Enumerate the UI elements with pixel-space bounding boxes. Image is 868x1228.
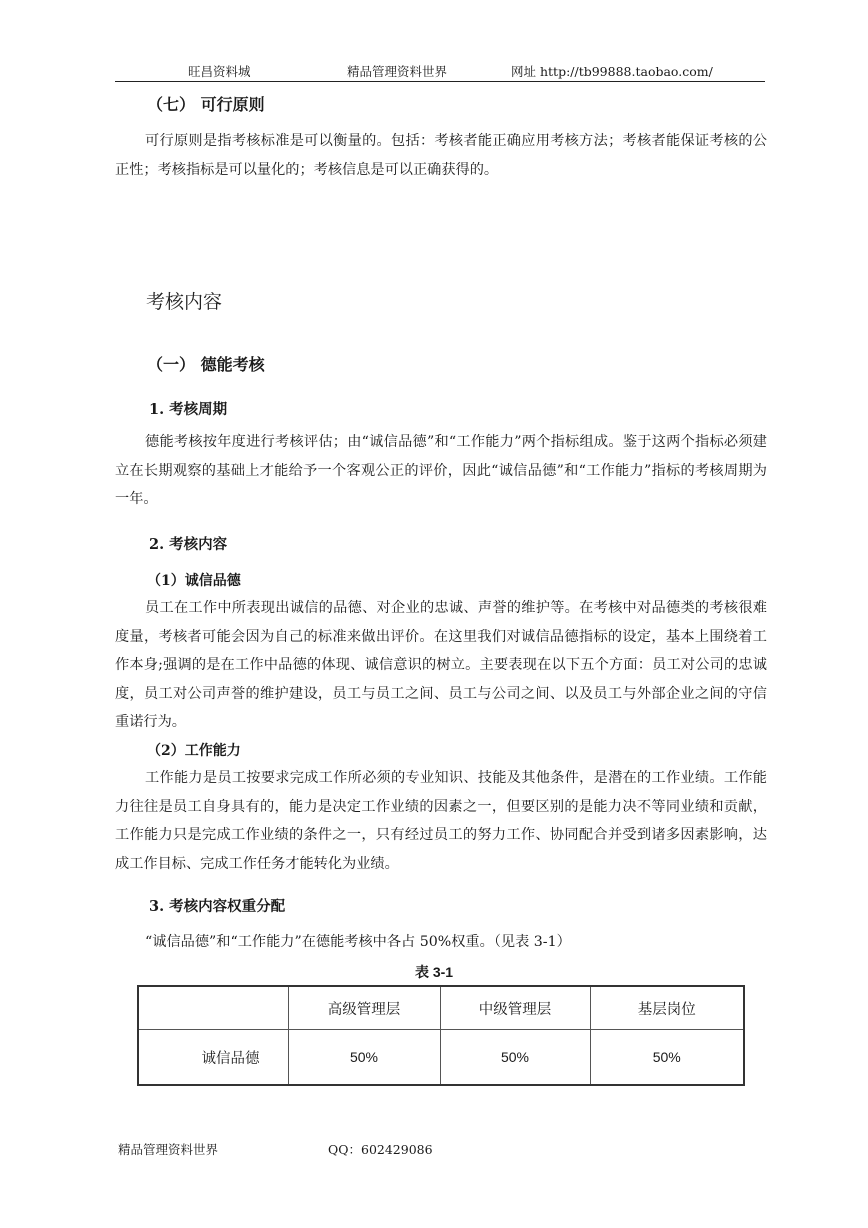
section-1-heading: （一） 德能考核 bbox=[147, 355, 265, 374]
row-label: 诚信品德 bbox=[138, 1030, 288, 1086]
content-title: 考核内容 bbox=[146, 291, 223, 313]
footer-brand: 精品管理资料世界 bbox=[118, 1142, 219, 1157]
weight-table bbox=[137, 985, 745, 1086]
footer-qq: QQ：602429086 bbox=[328, 1142, 433, 1157]
table-cell: 50% bbox=[440, 1030, 590, 1086]
header-brand: 精品管理资料世界 bbox=[347, 64, 448, 79]
page-header bbox=[115, 62, 763, 82]
subsection-1-heading: 1. 考核周期 bbox=[149, 401, 228, 418]
table-caption: 表 3-1 bbox=[414, 964, 454, 980]
header-divider bbox=[115, 81, 765, 82]
header-url[interactable]: 网址 http://tb99888.taobao.com/ bbox=[511, 64, 713, 79]
subsection-1-paragraph bbox=[115, 428, 767, 514]
subsection-2-heading: 2. 考核内容 bbox=[149, 536, 228, 553]
column-header: 中级管理层 bbox=[440, 986, 590, 1030]
table-corner-cell bbox=[138, 986, 288, 1030]
column-header: 高级管理层 bbox=[288, 986, 440, 1030]
item-1-paragraph bbox=[115, 594, 767, 737]
table-row bbox=[138, 1030, 744, 1086]
subsection-3-heading: 3. 考核内容权重分配 bbox=[149, 898, 286, 915]
paragraph-text: 可行原则是指考核标准是可以衡量的。包括：考核者能正确应用考核方法；考核者能保证考核的公正性；考核指标是可以量化的；考核信息是可以正确获得的。 bbox=[115, 133, 767, 178]
paragraph-text: 工作能力是员工按要求完成工作所必须的专业知识、技能及其他条件，是潜在的工作业绩。工作能力往往是员工自身具有的，能力是决定工作业绩的因素之一，但要区别的是能力决不等同业绩和贡献，工作能力只是完成工作业绩的条件之一，只有经过员工的努力工作、协同配合并受到诸多因素影响，达成工作目标、完成工作任务才能转化为业绩。 bbox=[115, 770, 767, 872]
header-site-name: 旺昌资料城 bbox=[188, 64, 251, 79]
subsection-3-paragraph bbox=[115, 928, 767, 957]
paragraph-text: 德能考核按年度进行考核评估；由“诚信品德”和“工作能力”两个指标组成。鉴于这两个指标必须建立在长期观察的基础上才能给予一个客观公正的评价，因此“诚信品德”和“工作能力”指标的考核周期为一年。 bbox=[115, 434, 767, 507]
table-cell: 50% bbox=[288, 1030, 440, 1086]
table-cell: 50% bbox=[590, 1030, 744, 1086]
item-1-heading: （1）诚信品德 bbox=[147, 573, 241, 589]
table-header-row bbox=[138, 986, 744, 1030]
section-7-heading: （七） 可行原则 bbox=[147, 95, 265, 114]
item-2-paragraph bbox=[115, 764, 767, 878]
column-header: 基层岗位 bbox=[590, 986, 744, 1030]
paragraph-text: “诚信品德”和“工作能力”在德能考核中各占 50%权重。（见表 3-1） bbox=[145, 934, 571, 950]
section-7-paragraph bbox=[115, 127, 767, 184]
paragraph-text: 员工在工作中所表现出诚信的品德、对企业的忠诚、声誉的维护等。在考核中对品德类的考核很难度量，考核者可能会因为自己的标准来做出评价。在这里我们对诚信品德指标的设定，基本上围绕着工作本身;强调的是在工作中品德的体现、诚信意识的树立。主要表现在以下五个方面：员工对公司的忠诚度，员工对公司声誉的维护建设，员工与员工之间、员工与公司之间、以及员工与外部企业之间的守信重诺行为。 bbox=[115, 600, 767, 730]
item-2-heading: （2）工作能力 bbox=[147, 743, 241, 759]
